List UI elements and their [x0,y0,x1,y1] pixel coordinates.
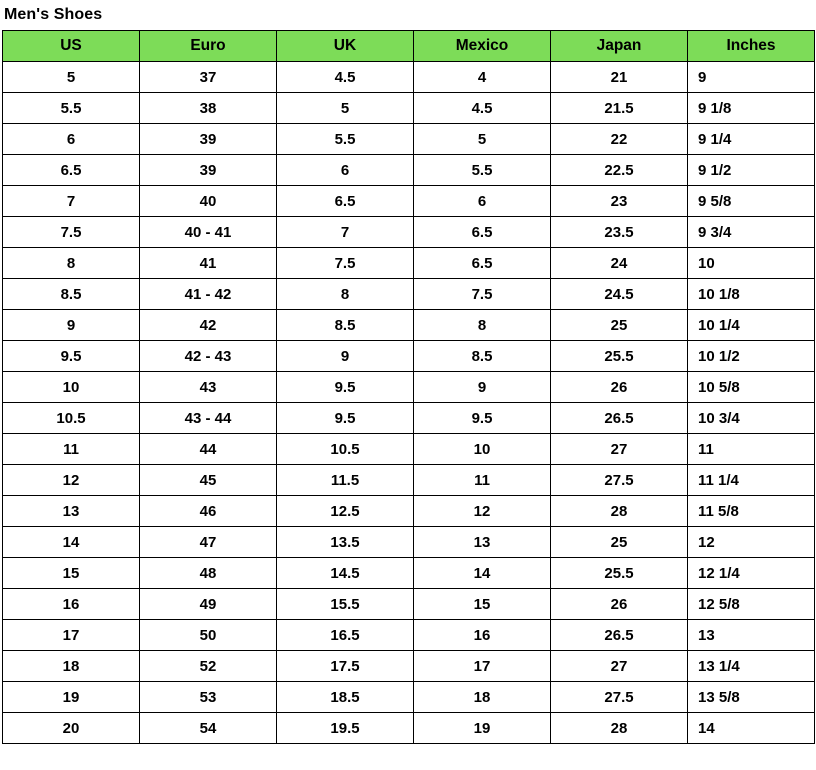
cell-us: 9 [3,310,140,341]
cell-mexico: 18 [414,682,551,713]
cell-us: 9.5 [3,341,140,372]
cell-euro: 41 - 42 [140,279,277,310]
cell-us: 7 [3,186,140,217]
cell-mexico: 6 [414,186,551,217]
cell-japan: 27 [551,434,688,465]
cell-euro: 39 [140,155,277,186]
cell-uk: 6 [277,155,414,186]
cell-inches: 13 1/4 [688,651,815,682]
cell-mexico: 6.5 [414,217,551,248]
cell-japan: 25.5 [551,558,688,589]
cell-inches: 10 1/2 [688,341,815,372]
cell-euro: 37 [140,62,277,93]
cell-us: 17 [3,620,140,651]
cell-uk: 13.5 [277,527,414,558]
cell-mexico: 7.5 [414,279,551,310]
cell-inches: 9 5/8 [688,186,815,217]
cell-mexico: 4 [414,62,551,93]
cell-inches: 9 1/4 [688,124,815,155]
cell-uk: 4.5 [277,62,414,93]
cell-mexico: 4.5 [414,93,551,124]
cell-mexico: 19 [414,713,551,744]
cell-uk: 8 [277,279,414,310]
cell-euro: 44 [140,434,277,465]
cell-euro: 53 [140,682,277,713]
cell-mexico: 16 [414,620,551,651]
cell-uk: 14.5 [277,558,414,589]
cell-us: 5.5 [3,93,140,124]
cell-euro: 40 [140,186,277,217]
cell-euro: 40 - 41 [140,217,277,248]
cell-us: 6.5 [3,155,140,186]
cell-uk: 7 [277,217,414,248]
cell-euro: 47 [140,527,277,558]
cell-inches: 10 1/8 [688,279,815,310]
cell-inches: 12 1/4 [688,558,815,589]
cell-uk: 7.5 [277,248,414,279]
table-row [3,713,815,744]
table-row [3,217,815,248]
cell-inches: 9 3/4 [688,217,815,248]
cell-japan: 22.5 [551,155,688,186]
cell-inches: 9 1/2 [688,155,815,186]
table-row [3,589,815,620]
cell-japan: 25 [551,527,688,558]
cell-uk: 9.5 [277,372,414,403]
cell-japan: 25 [551,310,688,341]
cell-us: 5 [3,62,140,93]
table-row [3,465,815,496]
cell-japan: 27.5 [551,465,688,496]
cell-us: 20 [3,713,140,744]
cell-mexico: 14 [414,558,551,589]
cell-euro: 49 [140,589,277,620]
cell-us: 11 [3,434,140,465]
table-row [3,186,815,217]
cell-japan: 21.5 [551,93,688,124]
cell-uk: 11.5 [277,465,414,496]
cell-us: 12 [3,465,140,496]
cell-inches: 10 1/4 [688,310,815,341]
cell-euro: 41 [140,248,277,279]
cell-mexico: 13 [414,527,551,558]
column-header-euro: Euro [140,31,277,62]
cell-uk: 15.5 [277,589,414,620]
table-row [3,248,815,279]
cell-euro: 42 - 43 [140,341,277,372]
cell-uk: 12.5 [277,496,414,527]
cell-inches: 9 1/8 [688,93,815,124]
cell-japan: 24 [551,248,688,279]
cell-euro: 43 [140,372,277,403]
cell-euro: 39 [140,124,277,155]
table-row [3,372,815,403]
cell-uk: 17.5 [277,651,414,682]
cell-japan: 26.5 [551,403,688,434]
table-row [3,558,815,589]
cell-us: 6 [3,124,140,155]
table-header-row [3,31,815,62]
cell-us: 10.5 [3,403,140,434]
column-header-us: US [3,31,140,62]
cell-euro: 45 [140,465,277,496]
cell-japan: 24.5 [551,279,688,310]
cell-mexico: 5.5 [414,155,551,186]
cell-inches: 11 [688,434,815,465]
cell-inches: 13 5/8 [688,682,815,713]
cell-inches: 9 [688,62,815,93]
cell-euro: 48 [140,558,277,589]
table-row [3,527,815,558]
table-row [3,496,815,527]
cell-us: 18 [3,651,140,682]
table-row [3,682,815,713]
cell-uk: 5.5 [277,124,414,155]
cell-japan: 26 [551,589,688,620]
cell-japan: 27 [551,651,688,682]
cell-us: 15 [3,558,140,589]
cell-mexico: 15 [414,589,551,620]
cell-mexico: 12 [414,496,551,527]
cell-mexico: 6.5 [414,248,551,279]
table-row [3,310,815,341]
cell-inches: 11 1/4 [688,465,815,496]
cell-euro: 42 [140,310,277,341]
cell-uk: 16.5 [277,620,414,651]
cell-inches: 12 [688,527,815,558]
cell-uk: 10.5 [277,434,414,465]
table-row [3,279,815,310]
cell-inches: 14 [688,713,815,744]
cell-us: 16 [3,589,140,620]
cell-mexico: 17 [414,651,551,682]
cell-japan: 23.5 [551,217,688,248]
cell-japan: 22 [551,124,688,155]
cell-japan: 27.5 [551,682,688,713]
column-header-japan: Japan [551,31,688,62]
table-row [3,341,815,372]
cell-uk: 9 [277,341,414,372]
cell-us: 13 [3,496,140,527]
table-header [3,31,815,62]
cell-uk: 8.5 [277,310,414,341]
cell-japan: 28 [551,496,688,527]
cell-us: 14 [3,527,140,558]
cell-us: 7.5 [3,217,140,248]
cell-uk: 19.5 [277,713,414,744]
table-row [3,124,815,155]
cell-euro: 43 - 44 [140,403,277,434]
cell-mexico: 8 [414,310,551,341]
cell-euro: 38 [140,93,277,124]
cell-euro: 50 [140,620,277,651]
cell-inches: 13 [688,620,815,651]
cell-mexico: 9 [414,372,551,403]
column-header-inches: Inches [688,31,815,62]
column-header-uk: UK [277,31,414,62]
table-row [3,62,815,93]
cell-mexico: 9.5 [414,403,551,434]
table-row [3,620,815,651]
table-row [3,434,815,465]
cell-mexico: 11 [414,465,551,496]
cell-mexico: 5 [414,124,551,155]
cell-inches: 10 5/8 [688,372,815,403]
cell-euro: 54 [140,713,277,744]
cell-us: 19 [3,682,140,713]
table-row [3,155,815,186]
cell-japan: 28 [551,713,688,744]
column-header-mexico: Mexico [414,31,551,62]
cell-japan: 25.5 [551,341,688,372]
cell-inches: 11 5/8 [688,496,815,527]
table-row [3,651,815,682]
cell-japan: 23 [551,186,688,217]
cell-us: 10 [3,372,140,403]
cell-japan: 21 [551,62,688,93]
cell-inches: 12 5/8 [688,589,815,620]
table-row [3,403,815,434]
cell-inches: 10 [688,248,815,279]
cell-uk: 9.5 [277,403,414,434]
cell-japan: 26.5 [551,620,688,651]
cell-mexico: 8.5 [414,341,551,372]
cell-mexico: 10 [414,434,551,465]
cell-uk: 5 [277,93,414,124]
shoe-size-table [2,30,815,744]
cell-us: 8 [3,248,140,279]
cell-euro: 52 [140,651,277,682]
cell-uk: 18.5 [277,682,414,713]
cell-inches: 10 3/4 [688,403,815,434]
page-title: Men's Shoes [4,6,103,23]
cell-euro: 46 [140,496,277,527]
cell-us: 8.5 [3,279,140,310]
table-row [3,93,815,124]
cell-uk: 6.5 [277,186,414,217]
cell-japan: 26 [551,372,688,403]
table-body [3,62,815,744]
